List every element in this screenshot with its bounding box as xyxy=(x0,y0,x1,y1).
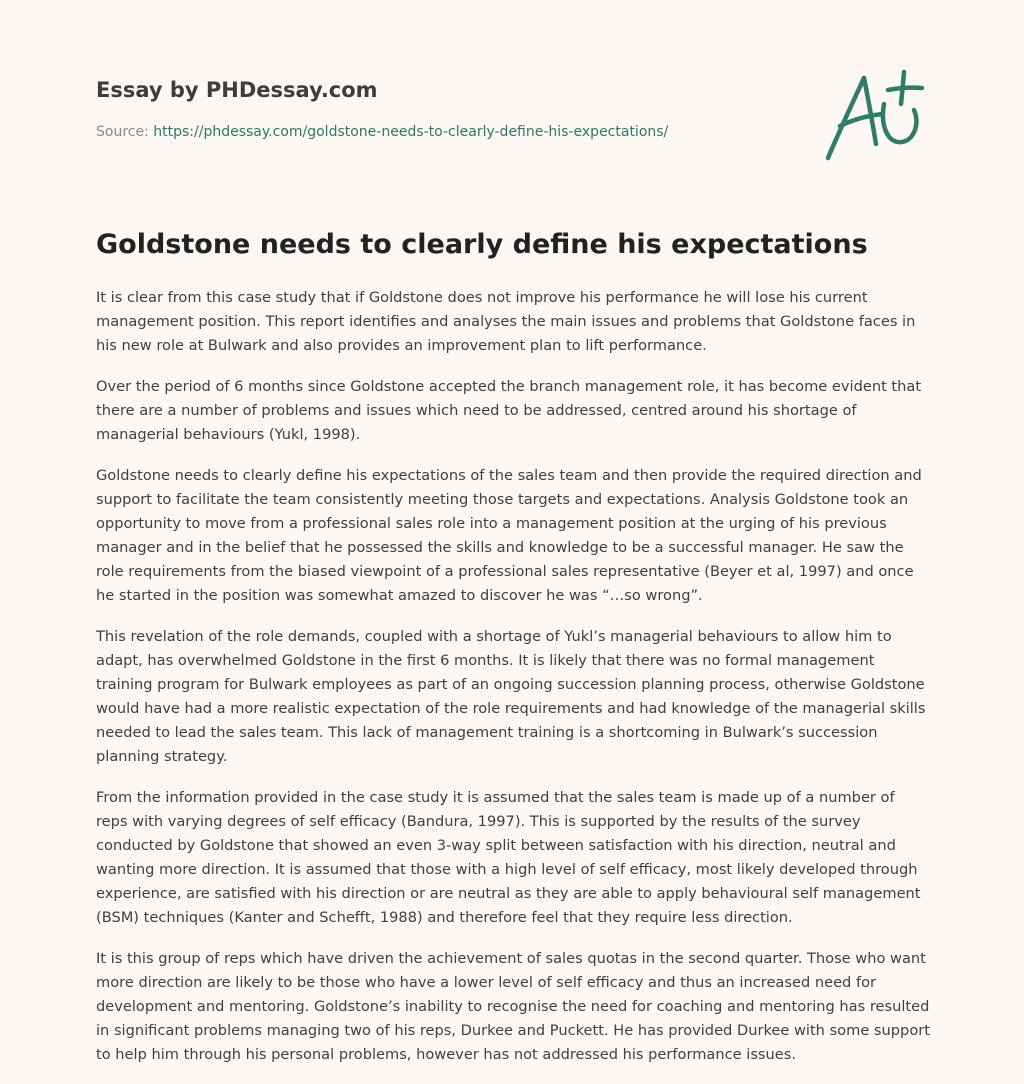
source-line xyxy=(96,124,668,140)
paragraph: It is this group of reps which have driven the achievement of sales quotas in the second quarter. Those who want more direction are likely to be those who have a lower level of self efficacy and thus an increased need for development and mentoring. Goldstone’s inability to recognise the need for coaching and mentoring has resulted in significant problems managing two of his reps, Durkee and Puckett. He has provided Durkee with some support to help him through his personal problems, however has not addressed his performance issues. xyxy=(96,950,930,1063)
paragraph: Goldstone needs to clearly define his expectations of the sales team and then provide the required direction and support to facilitate the team consistently meeting those targets and expectations. Analysis Goldstone took an opportunity to move from a professional sales role into a management position at the urging of his previous manager and in the belief that he possessed the skills and knowledge to be a successful manager. He saw the role requirements from the biased viewpoint of a professional sales representative (Beyer et al, 1997) and once he started in the position was somewhat amazed to discover he was “…so wrong”. xyxy=(96,467,922,604)
paragraph: It is clear from this case study that if Goldstone does not improve his performance he will lose his current management position. This report identifies and analyses the main issues and problems that Goldstone faces in his new role at Bulwark and also provides an improvement plan to lift performance. xyxy=(96,289,916,354)
a-plus-logo-icon xyxy=(818,64,930,166)
source-label: Source: xyxy=(96,124,149,140)
page-header xyxy=(96,76,776,140)
site-brand: Essay by PHDessay.com xyxy=(96,78,378,102)
source-link[interactable]: https://phdessay.com/goldstone-needs-to-clearly-define-his-expectations/ xyxy=(153,124,669,140)
paragraph: From the information provided in the case study it is assumed that the sales team is made up of a number of reps with varying degrees of self efficacy (Bandura, 1997). This is supported by the results of the survey conducted by Goldstone that showed an even 3-way split between satisfaction with his direction, neutral and wanting more direction. It is assumed that those with a high level of self efficacy, most likely developed through experience, are satisfied with his direction or are neutral as they are able to apply behavioural self management (BSM) techniques (Kanter and Schefft, 1988) and therefore feel that they require less direction. xyxy=(96,789,921,926)
paragraph: Over the period of 6 months since Goldstone accepted the branch management role, it has become evident that there are a number of problems and issues which need to be addressed, centred around his shortage of managerial behaviours (Yukl, 1998). xyxy=(96,378,922,443)
paragraph: This revelation of the role demands, coupled with a shortage of Yukl’s managerial behaviours to allow him to adapt, has overwhelmed Goldstone in the first 6 months. It is likely that there was no formal management training program for Bulwark employees as part of an ongoing succession planning process, otherwise Goldstone would have had a more realistic expectation of the role requirements and had knowledge of the managerial skills needed to lead the sales team. This lack of management training is a shortcoming in Bulwark’s succession planning strategy. xyxy=(96,628,926,765)
essay-title: Goldstone needs to clearly define his expectations xyxy=(96,229,868,260)
essay-body xyxy=(96,286,930,1084)
